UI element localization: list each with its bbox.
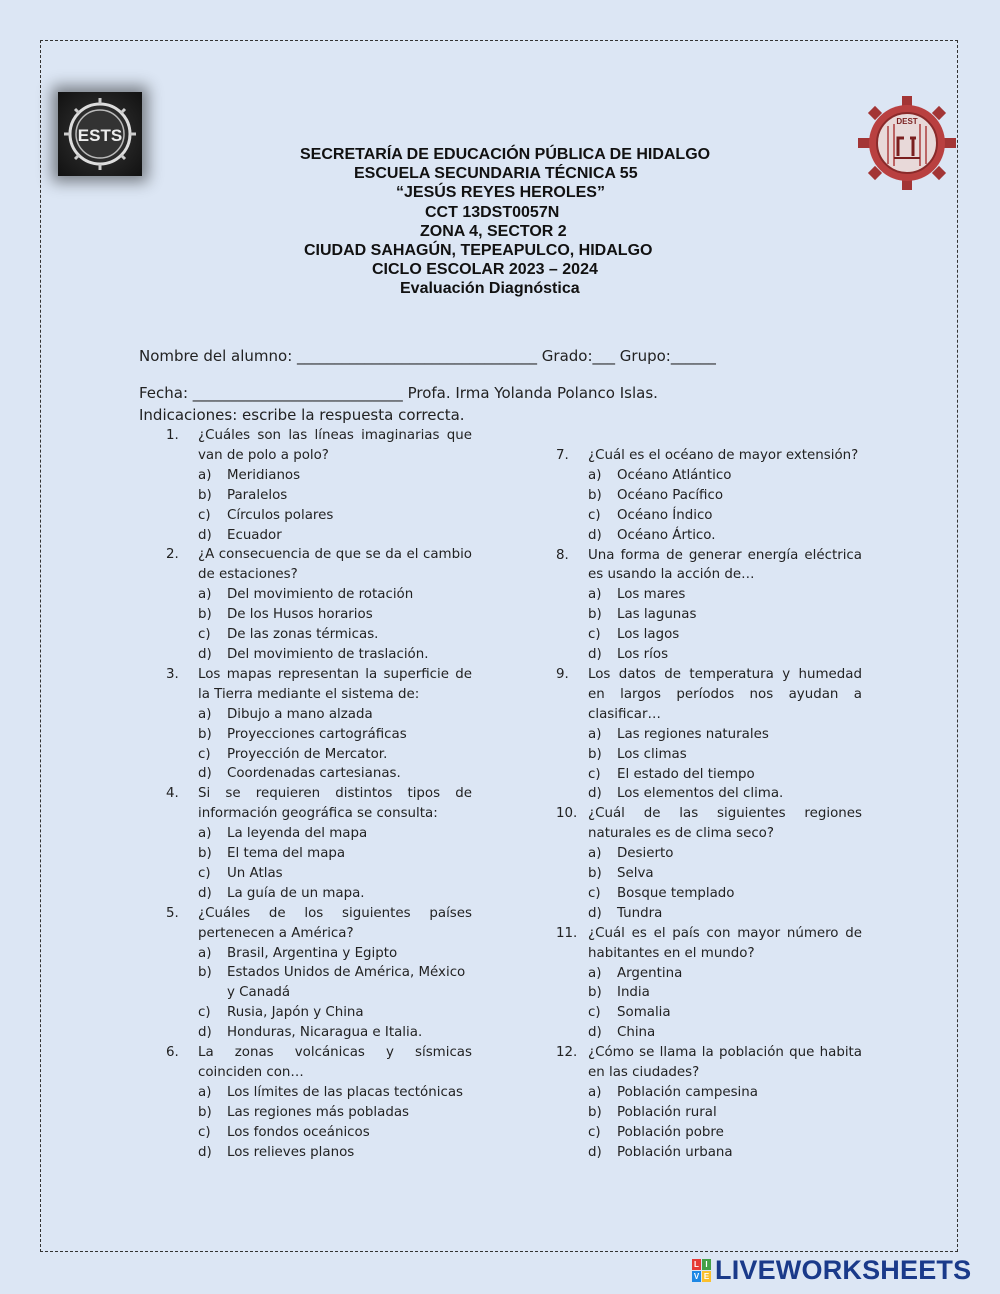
question-text: Los datos de temperatura y humedad en largos períodos nos ayudan a clasificar… xyxy=(588,666,862,722)
question-text: Si se requieren distintos tipos de información geográfica se consulta: xyxy=(198,786,472,822)
liveworksheets-logo[interactable] xyxy=(692,1256,971,1284)
option-letter: d) xyxy=(198,885,212,901)
option-text: Las regiones naturales xyxy=(617,726,769,742)
option-letter: c) xyxy=(588,1124,601,1140)
answer-option[interactable] xyxy=(166,1083,472,1103)
answer-option[interactable] xyxy=(556,1083,862,1103)
question-text: ¿Cómo se llama la población que habita en las ciudades? xyxy=(588,1045,862,1081)
option-text: El estado del tiempo xyxy=(617,766,755,782)
option-letter: a) xyxy=(198,826,212,842)
answer-option[interactable] xyxy=(556,1103,862,1123)
option-text: India xyxy=(617,985,650,1001)
question xyxy=(166,784,472,824)
option-text: Argentina xyxy=(617,965,683,981)
header-ciudad: CIUDAD SAHAGÚN, TEPEAPULCO, HIDALGO xyxy=(304,242,653,260)
header-evaluacion: Evaluación Diagnóstica xyxy=(400,280,580,298)
answer-option[interactable] xyxy=(556,784,862,804)
option-letter: b) xyxy=(198,726,212,742)
answer-option[interactable] xyxy=(166,844,472,864)
option-letter: b) xyxy=(198,1104,212,1120)
option-letter: b) xyxy=(198,965,212,981)
option-text: Los fondos oceánicos xyxy=(227,1124,370,1140)
option-text: Población pobre xyxy=(617,1124,724,1140)
option-letter: b) xyxy=(198,846,212,862)
school-logo-left-graphic xyxy=(58,92,142,176)
answer-option[interactable] xyxy=(166,1103,472,1123)
document-header xyxy=(150,145,850,299)
liveworksheets-badge-icon xyxy=(692,1259,711,1282)
option-text: Los límites de las placas tectónicas xyxy=(227,1084,464,1100)
option-text: Los ríos xyxy=(617,647,669,663)
liveworksheets-brand: LIVEWORKSHEETS xyxy=(715,1254,972,1285)
option-letter: a) xyxy=(588,587,602,603)
option-letter: a) xyxy=(588,467,602,483)
question xyxy=(166,904,472,944)
header-secretaria: SECRETARÍA DE EDUCACIÓN PÚBLICA DE HIDALGO xyxy=(300,146,711,163)
option-letter: a) xyxy=(588,726,602,742)
option-letter: c) xyxy=(198,746,211,762)
answer-option[interactable] xyxy=(166,585,472,605)
question-text: La zonas volcánicas y sísmicas coinciden con… xyxy=(198,1045,472,1080)
answer-option[interactable] xyxy=(556,585,862,605)
answer-option[interactable] xyxy=(166,944,472,964)
option-letter: d) xyxy=(588,786,602,802)
answer-option[interactable] xyxy=(166,963,472,1003)
answer-option[interactable] xyxy=(166,1023,472,1043)
option-letter: d) xyxy=(588,527,602,543)
header-escuela: ESCUELA SECUNDARIA TÉCNICA 55 xyxy=(354,165,638,183)
question-text: Los mapas representan la superficie de la Tierra mediante el sistema de: xyxy=(198,666,472,702)
question xyxy=(556,665,862,725)
student-name-line[interactable]: Nombre del alumno: ________________________________ Grado:___ Grupo:______ xyxy=(139,347,716,365)
option-letter: d) xyxy=(198,766,212,782)
answer-option[interactable] xyxy=(556,1003,862,1023)
option-letter: d) xyxy=(198,527,212,543)
question-number: 3. xyxy=(166,666,179,682)
question xyxy=(166,665,472,705)
question xyxy=(556,1043,862,1083)
option-text: Proyección de Mercator. xyxy=(227,746,388,762)
question xyxy=(166,545,472,585)
answer-option[interactable] xyxy=(556,526,862,546)
question-text: ¿A consecuencia de que se da el cambio de estaciones? xyxy=(198,547,472,583)
option-letter: c) xyxy=(198,627,211,643)
header-ciclo: CICLO ESCOLAR 2023 – 2024 xyxy=(372,261,598,279)
option-text: Brasil, Argentina y Egipto xyxy=(227,945,398,961)
option-letter: b) xyxy=(588,607,602,623)
question-number: 9. xyxy=(556,666,569,682)
answer-option[interactable] xyxy=(556,904,862,924)
question-number: 6. xyxy=(166,1045,179,1061)
option-text: China xyxy=(617,1025,656,1041)
question xyxy=(556,804,862,844)
option-text: Proyecciones cartográficas xyxy=(227,726,407,742)
answer-option[interactable] xyxy=(166,725,472,745)
option-letter: a) xyxy=(198,706,212,722)
option-letter: b) xyxy=(588,746,602,762)
option-letter: a) xyxy=(198,1084,212,1100)
answer-option[interactable] xyxy=(166,1123,472,1143)
option-letter: c) xyxy=(588,627,601,643)
option-text: Ecuador xyxy=(227,527,282,543)
option-letter: c) xyxy=(588,507,601,523)
option-letter: a) xyxy=(198,467,212,483)
answer-option[interactable] xyxy=(556,1023,862,1043)
instructions: Indicaciones: escribe la respuesta correcta. xyxy=(139,406,465,424)
answer-option[interactable] xyxy=(166,764,472,784)
question-text: ¿Cuál es el océano de mayor extensión? xyxy=(588,448,859,463)
answer-option[interactable] xyxy=(556,645,862,665)
answer-option[interactable] xyxy=(556,605,862,625)
option-text: Los mares xyxy=(617,587,686,603)
question-text: Una forma de generar energía eléctrica es usando la acción de… xyxy=(588,547,862,583)
answer-option[interactable] xyxy=(556,506,862,526)
option-letter: c) xyxy=(588,766,601,782)
answer-option[interactable] xyxy=(166,824,472,844)
option-letter: b) xyxy=(588,487,602,503)
option-text: Un Atlas xyxy=(227,865,283,881)
answer-option[interactable] xyxy=(556,725,862,745)
option-text: Paralelos xyxy=(227,487,288,503)
option-text: Desierto xyxy=(617,846,674,862)
question xyxy=(556,546,862,586)
option-text: Océano Índico xyxy=(617,507,713,523)
answer-option[interactable] xyxy=(556,466,862,486)
option-letter: b) xyxy=(588,866,602,882)
answer-option[interactable] xyxy=(166,864,472,884)
option-text: Dibujo a mano alzada xyxy=(227,706,373,722)
question xyxy=(556,446,862,466)
option-text: Las lagunas xyxy=(617,607,697,623)
option-text: Tundra xyxy=(617,905,663,921)
option-letter: d) xyxy=(588,1025,602,1041)
option-letter: c) xyxy=(198,865,211,881)
badge-letter: V xyxy=(693,1271,700,1281)
question-number: 2. xyxy=(166,547,179,563)
answer-option[interactable] xyxy=(556,844,862,864)
option-letter: d) xyxy=(198,646,212,662)
option-letter: d) xyxy=(198,1144,212,1160)
option-text: La leyenda del mapa xyxy=(227,826,368,842)
answer-option[interactable] xyxy=(166,605,472,625)
answer-option[interactable] xyxy=(556,486,862,506)
questions-left-column xyxy=(166,426,472,1163)
school-logo-left xyxy=(58,92,142,176)
option-letter: c) xyxy=(198,1124,211,1140)
question xyxy=(556,924,862,964)
answer-option[interactable] xyxy=(166,526,472,546)
option-letter: a) xyxy=(588,846,602,862)
answer-option[interactable] xyxy=(556,625,862,645)
option-letter: d) xyxy=(588,1144,602,1160)
question xyxy=(166,426,472,466)
option-text: Círculos polares xyxy=(227,507,334,523)
option-text: Los elementos del clima. xyxy=(617,786,784,802)
answer-option[interactable] xyxy=(166,645,472,665)
option-letter: d) xyxy=(588,905,602,921)
answer-option[interactable] xyxy=(166,625,472,645)
school-logo-right-graphic xyxy=(858,96,956,190)
answer-option[interactable] xyxy=(166,745,472,765)
question-number: 10. xyxy=(556,806,578,822)
option-text: Océano Pacífico xyxy=(617,487,724,503)
answer-option[interactable] xyxy=(166,466,472,486)
answer-option[interactable] xyxy=(556,745,862,765)
option-letter: c) xyxy=(588,1005,601,1021)
answer-option[interactable] xyxy=(556,964,862,984)
badge-letter: L xyxy=(692,1259,701,1270)
option-letter: c) xyxy=(198,1005,211,1021)
header-nombre-escuela: “JESÚS REYES HEROLES” xyxy=(396,184,605,202)
option-text: Del movimiento de traslación. xyxy=(227,646,429,662)
option-text: Meridianos xyxy=(227,467,301,483)
question-number: 7. xyxy=(556,448,569,463)
school-logo-right xyxy=(858,96,956,190)
option-text: Coordenadas cartesianas. xyxy=(227,766,401,782)
option-letter: b) xyxy=(588,1104,602,1120)
question-number: 11. xyxy=(556,925,578,941)
option-letter: a) xyxy=(198,587,212,603)
question-text: ¿Cuál de las siguientes regiones naturales es de clima seco? xyxy=(588,806,862,842)
option-letter: a) xyxy=(588,965,602,981)
questions-right-column xyxy=(556,446,862,1163)
answer-option[interactable] xyxy=(556,1143,862,1163)
question xyxy=(166,1043,472,1083)
answer-option[interactable] xyxy=(166,884,472,904)
option-text: Selva xyxy=(617,866,654,882)
option-letter: d) xyxy=(198,1025,212,1041)
option-letter: b) xyxy=(588,985,602,1001)
answer-option[interactable] xyxy=(166,705,472,725)
option-text: El tema del mapa xyxy=(227,846,346,862)
answer-option[interactable] xyxy=(556,864,862,884)
answer-option[interactable] xyxy=(166,1143,472,1163)
option-text: Océano Atlántico xyxy=(617,467,732,483)
answer-option[interactable] xyxy=(556,765,862,785)
left-logo-text: ESTS xyxy=(77,126,123,145)
option-letter: d) xyxy=(588,647,602,663)
question-text: ¿Cuáles de los siguientes países pertenecen a América? xyxy=(198,905,472,941)
answer-option[interactable] xyxy=(166,1003,472,1023)
header-cct: CCT 13DST0057N xyxy=(425,203,560,221)
date-teacher-line[interactable]: Fecha: ____________________________ Profa. Irma Yolanda Polanco Islas. xyxy=(139,384,658,402)
option-text: Del movimiento de rotación xyxy=(227,587,414,603)
option-text: La guía de un mapa. xyxy=(227,885,365,901)
option-letter: c) xyxy=(198,507,211,523)
badge-letter: E xyxy=(703,1271,710,1281)
answer-option[interactable] xyxy=(556,983,862,1003)
option-text: De los Husos horarios xyxy=(227,607,373,623)
option-text: Bosque templado xyxy=(617,885,735,901)
question-text: ¿Cuál es el país con mayor número de habitantes en el mundo? xyxy=(588,925,862,961)
option-text: Estados Unidos de América, México y Canadá xyxy=(227,965,466,1001)
right-logo-text: DEST xyxy=(896,117,918,126)
answer-option[interactable] xyxy=(166,506,472,526)
header-zona: ZONA 4, SECTOR 2 xyxy=(420,222,567,240)
question-number: 12. xyxy=(556,1045,578,1061)
question-number: 8. xyxy=(556,547,569,563)
option-text: Somalia xyxy=(617,1005,671,1021)
question-number: 1. xyxy=(166,428,179,443)
option-text: Los climas xyxy=(617,746,687,762)
option-text: Rusia, Japón y China xyxy=(227,1005,364,1021)
option-text: De las zonas térmicas. xyxy=(227,627,379,643)
badge-letter: I xyxy=(702,1259,711,1270)
answer-option[interactable] xyxy=(556,1123,862,1143)
option-text: Honduras, Nicaragua e Italia. xyxy=(227,1025,423,1041)
option-letter: c) xyxy=(588,885,601,901)
option-letter: b) xyxy=(198,487,212,503)
question-number: 4. xyxy=(166,786,179,802)
option-letter: a) xyxy=(588,1085,602,1100)
option-letter: b) xyxy=(198,607,212,623)
option-text: Los lagos xyxy=(617,627,680,643)
answer-option[interactable] xyxy=(166,486,472,506)
question-text: ¿Cuáles son las líneas imaginarias que van de polo a polo? xyxy=(198,428,472,463)
option-text: Los relieves planos xyxy=(227,1144,355,1160)
question-number: 5. xyxy=(166,905,179,921)
option-text: Océano Ártico. xyxy=(617,527,716,543)
option-letter: a) xyxy=(198,945,212,961)
option-text: Población urbana xyxy=(617,1144,733,1160)
answer-option[interactable] xyxy=(556,884,862,904)
option-text: Población campesina xyxy=(617,1085,758,1100)
option-text: Población rural xyxy=(617,1104,717,1120)
option-text: Las regiones más pobladas xyxy=(227,1104,410,1120)
